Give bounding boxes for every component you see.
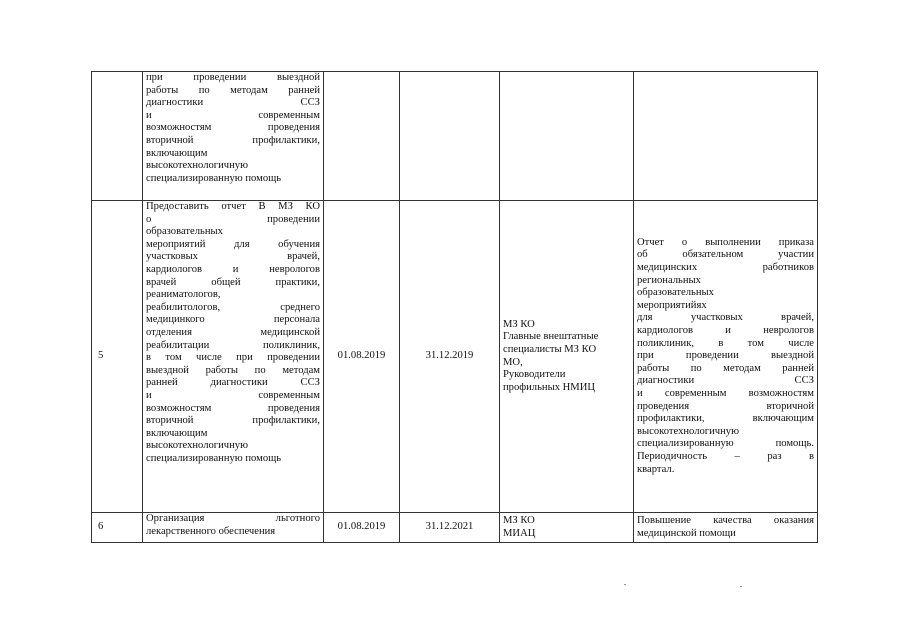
text-line: медицинкого персонала (146, 314, 320, 326)
text-line: реабилитологов, среднего (146, 301, 320, 313)
text-line: выездной работы по методам (146, 364, 320, 376)
description-text (146, 201, 320, 465)
text-line: высокотехнологичную (146, 160, 249, 172)
text-line: вторичной профилактики, (146, 134, 320, 146)
text-line: МО, (503, 356, 523, 368)
row-number (92, 72, 143, 201)
text-line: реаниматологов, (146, 289, 221, 301)
text-line: специализированную помощь. (637, 438, 814, 450)
end-date: 31.12.2021 (400, 513, 500, 543)
text-line: ранней диагностики ССЗ (146, 377, 320, 389)
text-line: медицинских работников (637, 262, 814, 274)
text-line: поликлиник, в том числе (637, 337, 814, 349)
text-line: диагностики ССЗ (146, 97, 320, 109)
text-line: квартал. (637, 463, 675, 475)
text-line: Главные внештатные (503, 331, 599, 343)
text-line: и современным возможностям (637, 387, 814, 399)
text-line: лекарственного обеспечения (146, 525, 276, 537)
text-line: вторичной профилактики, (146, 415, 320, 427)
text-line: при проведении выездной (637, 350, 814, 362)
text-line: профилактики, включающим (637, 413, 814, 425)
end-date: 31.12.2019 (400, 201, 500, 513)
text-line: мероприятий для обучения (146, 238, 320, 250)
description-text (146, 513, 320, 538)
text-line: мероприятийях (637, 299, 707, 311)
text-line: кардиологов и неврологов (146, 263, 320, 275)
text-line: при проведении выездной (146, 72, 320, 83)
text-line: образовательных (637, 287, 714, 299)
text-line: для участковых врачей, (637, 312, 814, 324)
text-line: участковых врачей, (146, 251, 320, 263)
responsible-cell (500, 513, 634, 543)
end-date (400, 72, 500, 201)
text-line: включающим (146, 147, 208, 159)
text-line: специалисты МЗ КО (503, 343, 597, 355)
text-line: образовательных (146, 226, 223, 238)
text-line: высокотехнологичную (637, 425, 740, 437)
row-number: 6 (92, 513, 143, 543)
table-row (92, 201, 818, 513)
text-line: диагностики ССЗ (637, 375, 814, 387)
start-date: 01.08.2019 (324, 201, 400, 513)
text-line: МИАЦ (503, 527, 536, 539)
text-line: специализированную помощь (146, 452, 282, 464)
text-line: и современным (146, 389, 320, 401)
description-text (146, 72, 320, 185)
table-row (92, 72, 818, 201)
result-cell (634, 72, 818, 201)
description-cell (143, 201, 324, 513)
table-row (92, 513, 818, 543)
text-line: работы по методам ранней (146, 84, 320, 96)
text-line: о проведении (146, 213, 320, 225)
start-date: 01.08.2019 (324, 513, 400, 543)
document-table (91, 71, 818, 543)
scan-speck (740, 586, 742, 587)
start-date (324, 72, 400, 201)
text-line: отделения медицинской (146, 326, 320, 338)
text-line: Отчет о выполнении приказа (637, 236, 814, 248)
text-line: медицинской помощи (637, 527, 736, 539)
row-number: 5 (92, 201, 143, 513)
text-line: Руководители (503, 369, 566, 381)
text-line: МЗ КО (503, 318, 535, 330)
text-line: об обязательном участии (637, 249, 814, 261)
text-line: Предоставить отчет В МЗ КО (146, 201, 320, 212)
responsible-cell (500, 201, 634, 513)
text-line: региональных (637, 274, 701, 286)
description-cell (143, 513, 324, 543)
text-line: МЗ КО (503, 514, 535, 526)
text-line: возможностям проведения (146, 402, 320, 414)
text-line: реабилитации поликлиник, (146, 339, 320, 351)
result-cell (634, 201, 818, 513)
text-line: специализированную помощь (146, 172, 282, 184)
text-line: профильных НМИЦ (503, 381, 596, 393)
text-line: возможностям проведения (146, 122, 320, 134)
text-line: высокотехнологичную (146, 440, 249, 452)
text-line: врачей общей практики, (146, 276, 320, 288)
text-line: кардиологов и неврологов (637, 325, 814, 337)
result-cell (634, 513, 818, 543)
text-line: Повышение качества оказания (637, 514, 814, 526)
text-line: работы по методам ранней (637, 362, 814, 374)
scan-speck (624, 584, 626, 585)
text-line: Организация льготного (146, 513, 320, 524)
text-line: и современным (146, 109, 320, 121)
text-line: включающим (146, 427, 208, 439)
text-line: в том числе при проведении (146, 352, 320, 364)
text-line: Периодичность – раз в (637, 450, 814, 462)
text-line: проведения вторичной (637, 400, 814, 412)
description-cell (143, 72, 324, 201)
responsible-cell (500, 72, 634, 201)
